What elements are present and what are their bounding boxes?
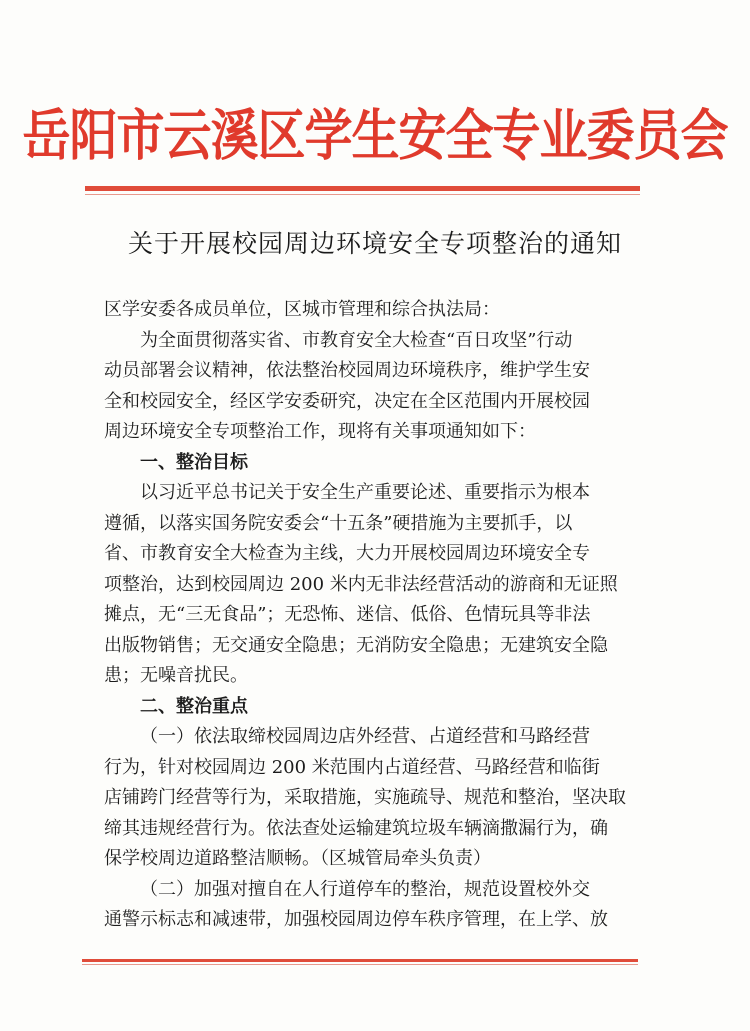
body-line: 患；无噪音扰民。	[104, 665, 248, 686]
notice-body	[104, 295, 664, 936]
letterhead-divider-thin	[85, 194, 640, 195]
body-line: 全和校园安全，经区学安委研究，决定在全区范围内开展校园	[104, 390, 590, 412]
body-line: 店铺跨门经营等行为，采取措施，实施疏导、规范和整治，坚决取	[104, 787, 626, 808]
footer-divider-thin	[82, 964, 638, 965]
body-line: 项整治，达到校园周边 200 米内无非法经营活动的游商和无证照	[104, 573, 618, 595]
body-line: 遵循，以落实国务院安委会“十五条”硬措施为主要抓手，以	[104, 512, 573, 534]
body-line: 保学校周边道路整洁顺畅。（区城管局牵头负责）	[104, 848, 491, 869]
body-line: 行为，针对校园周边 200 米范围内占道经营、马路经营和临街	[104, 756, 600, 778]
body-line: （一）依法取缔校园周边店外经营、占道经营和马路经营	[140, 726, 590, 747]
letterhead-divider	[85, 186, 640, 191]
salutation: 区学安委各成员单位，区城市管理和综合执法局：	[104, 299, 500, 320]
body-line: 摊点，无“三无食品”；无恐怖、迷信、低俗、色情玩具等非法	[104, 604, 591, 625]
notice-title: 关于开展校园周边环境安全专项整治的通知	[127, 229, 622, 258]
body-line: 为全面贯彻落实省、市教育安全大检查“百日攻坚”行动	[140, 329, 573, 351]
section-heading-focus: 二、整治重点	[140, 695, 248, 717]
body-line: 省、市教育安全大检查为主线，大力开展校园周边环境安全专	[104, 543, 590, 564]
body-line: （二）加强对擅自在人行道停车的整治，规范设置校外交	[140, 878, 590, 900]
body-line: 缔其违规经营行为。依法查处运输建筑垃圾车辆滴撒漏行为，确	[104, 817, 608, 839]
body-line: 周边环境安全专项整治工作，现将有关事项通知如下：	[104, 421, 536, 442]
section-heading-goals: 一、整治目标	[140, 451, 248, 473]
body-line: 通警示标志和减速带，加强校园周边停车秩序管理，在上学、放	[104, 909, 608, 930]
body-line: 动员部署会议精神，依法整治校园周边环境秩序，维护学生安	[104, 360, 590, 381]
org-letterhead-title: 岳阳市云溪区学生安全专业委员会	[22, 103, 728, 169]
body-line: 以习近平总书记关于安全生产重要论述、重要指示为根本	[140, 482, 590, 503]
footer-divider	[82, 959, 638, 962]
body-line: 出版物销售；无交通安全隐患；无消防安全隐患；无建筑安全隐	[104, 634, 608, 656]
